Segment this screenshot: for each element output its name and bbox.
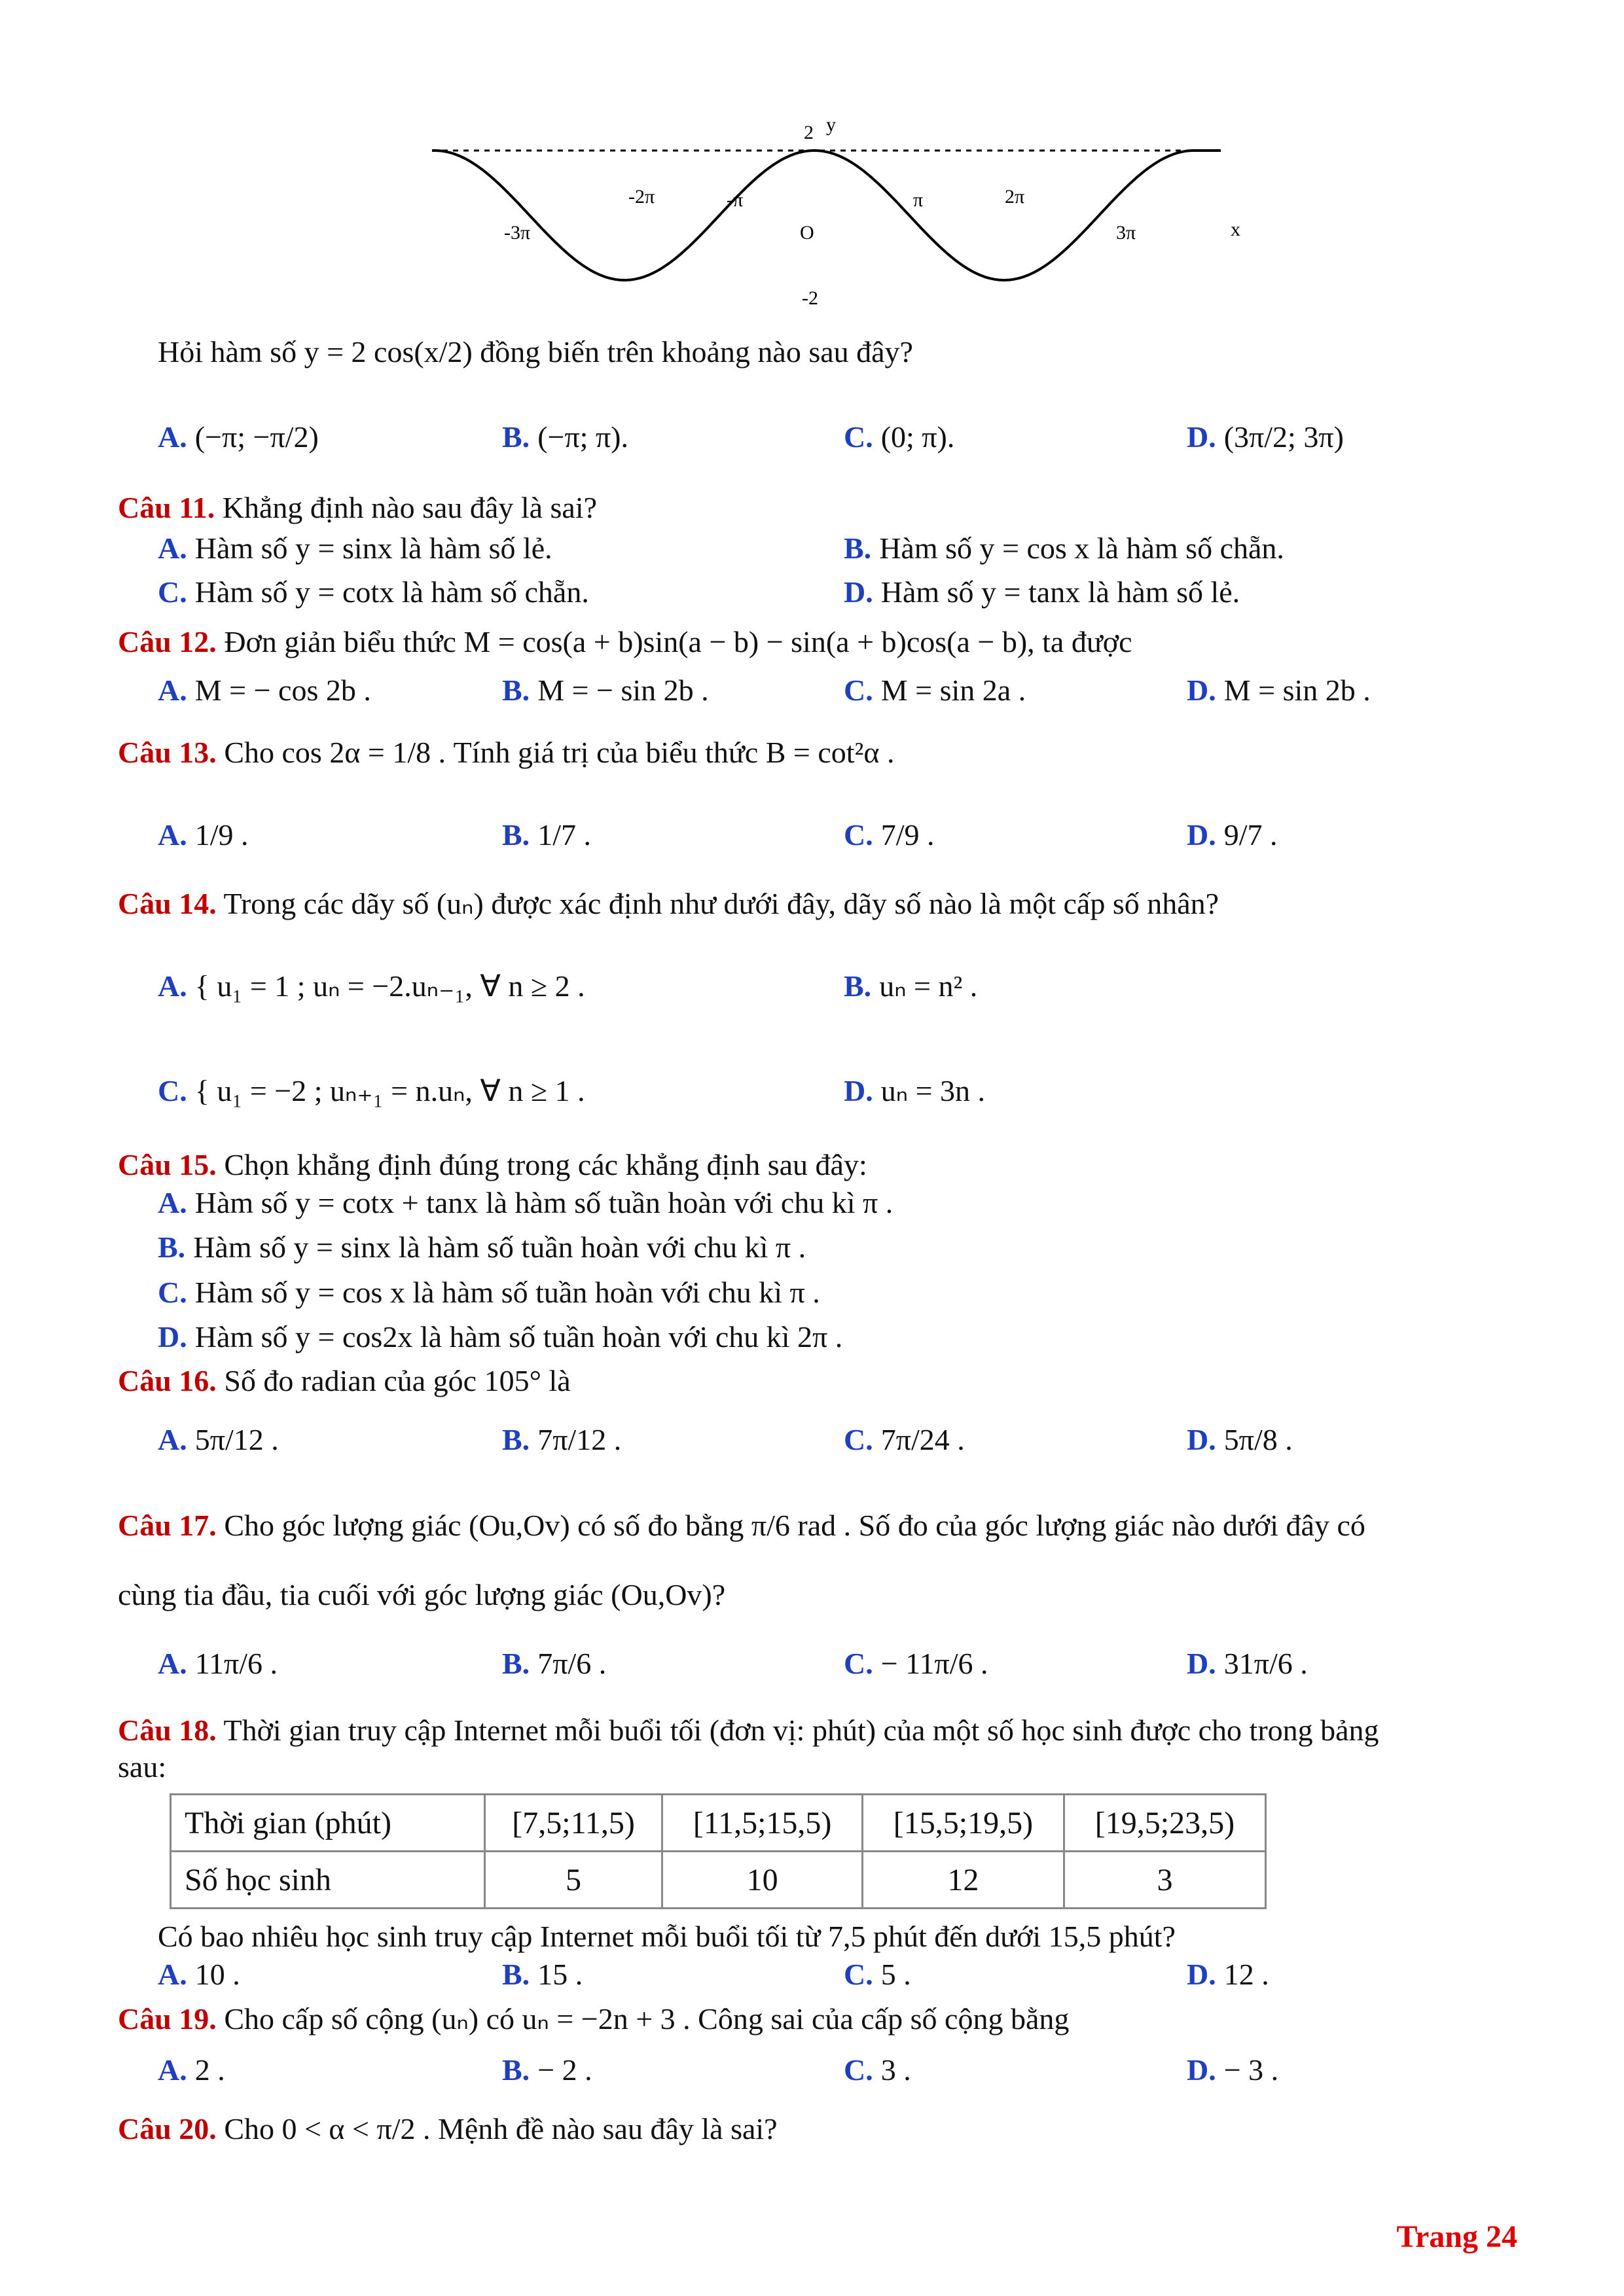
question-stem: Chọn khẳng định đúng trong các khẳng định sau đây: bbox=[224, 1148, 867, 1181]
option-letter: D. bbox=[158, 1320, 187, 1354]
answer-option bbox=[158, 1073, 585, 1109]
question-18 bbox=[118, 1712, 1379, 1748]
axis-label-bottom: -2 bbox=[802, 287, 818, 309]
option-text: Hàm số y = sinx là hàm số tuần hoàn với chu kì π . bbox=[193, 1230, 806, 1264]
option-text: Hàm số y = cos2x là hàm số tuần hoàn với chu kì 2π . bbox=[194, 1320, 843, 1354]
axis-label-m2: -2π bbox=[628, 186, 655, 207]
option-text: 7/9 . bbox=[880, 818, 935, 852]
option-text: 12 . bbox=[1223, 1958, 1269, 1991]
option-letter: B. bbox=[158, 1230, 186, 1264]
answer-option bbox=[158, 1645, 278, 1681]
table-cell: 12 bbox=[862, 1852, 1064, 1909]
answer-option bbox=[158, 530, 552, 566]
answer-option bbox=[1187, 1645, 1308, 1681]
question-label: Câu 11. bbox=[118, 491, 215, 524]
answer-option bbox=[844, 1422, 965, 1458]
question-19 bbox=[118, 2001, 1069, 2037]
table-header-row bbox=[171, 1795, 1266, 1852]
answer-option bbox=[502, 1645, 606, 1681]
question-stem: Số đo radian của góc 105° là bbox=[224, 1364, 571, 1397]
question-label: Câu 19. bbox=[118, 2002, 217, 2036]
axis-label-p3: 3π bbox=[1116, 222, 1136, 243]
option-text: 9/7 . bbox=[1223, 818, 1278, 852]
option-letter: D. bbox=[844, 575, 873, 609]
option-letter: B. bbox=[844, 969, 872, 1003]
option-text: Hàm số y = tanx là hàm số lẻ. bbox=[880, 575, 1240, 609]
option-letter: A. bbox=[158, 1423, 187, 1456]
option-letter: C. bbox=[158, 1276, 187, 1309]
option-letter: C. bbox=[158, 1074, 187, 1107]
axis-label-m1: -π bbox=[727, 189, 744, 211]
answer-option bbox=[502, 1422, 621, 1458]
cosine-curve bbox=[432, 151, 1221, 280]
option-text: 1/7 . bbox=[537, 818, 591, 852]
question-stem: Cho cấp số cộng (uₙ) có uₙ = −2n + 3 . Công sai của cấp số cộng bằng bbox=[224, 2002, 1070, 2036]
text-line bbox=[158, 334, 913, 370]
option-text: − 3 . bbox=[1223, 2053, 1279, 2087]
question-13 bbox=[118, 734, 894, 770]
option-letter: A. bbox=[158, 531, 187, 565]
table-cell: 3 bbox=[1064, 1852, 1265, 1909]
cosine-graph bbox=[0, 0, 1624, 327]
table-cell: [15,5;19,5) bbox=[862, 1795, 1064, 1852]
text-line bbox=[118, 1749, 166, 1785]
option-text: uₙ = 3n . bbox=[880, 1074, 986, 1107]
option-letter: B. bbox=[844, 531, 872, 565]
question-label: Câu 12. bbox=[118, 625, 217, 658]
question-stem-cont: cùng tia đầu, tia cuối với góc lượng giác (Ou,Ov)? bbox=[118, 1578, 726, 1611]
question-label: Câu 18. bbox=[118, 1713, 217, 1747]
question-stem-cont: sau: bbox=[118, 1750, 167, 1784]
answer-option bbox=[502, 672, 709, 708]
question-label: Câu 13. bbox=[118, 736, 217, 769]
option-letter: A. bbox=[158, 1186, 187, 1219]
table-cell: 10 bbox=[662, 1852, 863, 1909]
answer-option bbox=[844, 419, 954, 455]
option-text: 15 . bbox=[537, 1958, 583, 1991]
answer-option bbox=[158, 2052, 225, 2088]
table-cell: [19,5;23,5) bbox=[1064, 1795, 1265, 1852]
option-text: Hàm số y = sinx là hàm số lẻ. bbox=[194, 531, 552, 565]
option-letter: D. bbox=[1187, 1647, 1216, 1680]
option-text: uₙ = n² . bbox=[879, 969, 978, 1003]
table-cell: 5 bbox=[484, 1852, 662, 1909]
answer-option bbox=[1187, 672, 1371, 708]
question-label: Câu 17. bbox=[118, 1509, 217, 1542]
option-letter: B. bbox=[502, 1958, 530, 1991]
option-text: 5 . bbox=[880, 1958, 911, 1991]
option-text: { u₁ = 1 ; uₙ = −2.uₙ₋₁, ∀ n ≥ 2 . bbox=[194, 969, 585, 1003]
option-text: 7π/24 . bbox=[880, 1423, 965, 1456]
answer-option bbox=[158, 1956, 240, 1992]
question-stem: Cho 0 < α < π/2 . Mệnh đề nào sau đây là sai? bbox=[224, 2112, 778, 2145]
option-text: 3 . bbox=[880, 2053, 911, 2087]
answer-option bbox=[158, 419, 319, 455]
answer-option bbox=[844, 2052, 911, 2088]
question-stem: Thời gian truy cập Internet mỗi buổi tối (đơn vị: phút) của một số học sinh được cho trong bảng bbox=[223, 1713, 1379, 1747]
question-stem: Trong các dãy số (uₙ) được xác định như dưới đây, dãy số nào là một cấp số nhân? bbox=[223, 887, 1219, 920]
question-stem: Cho góc lượng giác (Ou,Ov) có số đo bằng π/6 rad . Số đo của góc lượng giác nào dưới đây có bbox=[224, 1509, 1365, 1542]
text-line bbox=[118, 1577, 725, 1613]
answer-option bbox=[158, 1319, 842, 1355]
option-letter: C. bbox=[844, 420, 873, 454]
answer-option bbox=[158, 968, 585, 1004]
question-stem: Khẳng định nào sau đây là sai? bbox=[222, 491, 598, 524]
option-text: Hàm số y = cotx + tanx là hàm số tuần hoàn với chu kì π . bbox=[194, 1186, 893, 1219]
question-label: Câu 15. bbox=[118, 1148, 217, 1181]
answer-option bbox=[158, 672, 371, 708]
answer-option bbox=[844, 817, 935, 853]
axis-label-p2: 2π bbox=[1005, 186, 1025, 207]
option-text: M = sin 2b . bbox=[1223, 673, 1371, 707]
option-text: − 11π/6 . bbox=[880, 1647, 988, 1680]
question-label: Câu 16. bbox=[118, 1364, 217, 1397]
option-text: M = sin 2a . bbox=[880, 673, 1026, 707]
option-text: M = − sin 2b . bbox=[537, 673, 709, 707]
option-letter: A. bbox=[158, 420, 187, 454]
answer-option bbox=[1187, 1956, 1269, 1992]
question-stem: Hỏi hàm số y = 2 cos(x/2) đồng biến trên khoảng nào sau đây? bbox=[158, 335, 913, 368]
option-letter: D. bbox=[1187, 420, 1216, 454]
option-text: (−π; π). bbox=[537, 420, 628, 454]
option-letter: C. bbox=[844, 818, 873, 852]
axis-label-y: y bbox=[826, 114, 836, 135]
option-text: 31π/6 . bbox=[1223, 1647, 1308, 1680]
data-table bbox=[170, 1793, 1267, 1909]
option-letter: C. bbox=[158, 575, 187, 609]
question-16 bbox=[118, 1363, 571, 1399]
option-letter: D. bbox=[844, 1074, 873, 1107]
option-letter: C. bbox=[844, 1647, 873, 1680]
option-letter: B. bbox=[502, 818, 530, 852]
option-text: 1/9 . bbox=[194, 818, 249, 852]
table-cell: [11,5;15,5) bbox=[662, 1795, 863, 1852]
option-text: 5π/8 . bbox=[1223, 1423, 1293, 1456]
answer-option bbox=[502, 419, 628, 455]
option-text: 11π/6 . bbox=[194, 1647, 278, 1680]
option-letter: C. bbox=[844, 673, 873, 707]
answer-option bbox=[158, 1422, 279, 1458]
option-letter: A. bbox=[158, 969, 187, 1003]
option-letter: D. bbox=[1187, 2053, 1216, 2087]
answer-option bbox=[844, 1645, 988, 1681]
option-text: 7π/12 . bbox=[537, 1423, 622, 1456]
question-label: Câu 20. bbox=[118, 2112, 217, 2145]
answer-option bbox=[502, 817, 591, 853]
question-12 bbox=[118, 624, 1132, 660]
option-text: (3π/2; 3π) bbox=[1223, 420, 1344, 454]
option-text: (−π; −π/2) bbox=[194, 420, 319, 454]
answer-option bbox=[158, 1185, 893, 1221]
option-text: 7π/6 . bbox=[537, 1647, 607, 1680]
option-text: 5π/12 . bbox=[194, 1423, 279, 1456]
axis-label-x: x bbox=[1231, 219, 1240, 240]
option-letter: D. bbox=[1187, 673, 1216, 707]
option-text: Hàm số y = cotx là hàm số chẵn. bbox=[194, 575, 589, 609]
table-cell: Số học sinh bbox=[171, 1852, 485, 1909]
question-stem: Đơn giản biểu thức M = cos(a + b)sin(a − b) − sin(a + b)cos(a − b), ta được bbox=[224, 625, 1132, 658]
question-17 bbox=[118, 1507, 1365, 1543]
option-text: M = − cos 2b . bbox=[194, 673, 371, 707]
option-text: 2 . bbox=[194, 2053, 225, 2087]
answer-option bbox=[844, 672, 1026, 708]
option-letter: C. bbox=[844, 1958, 873, 1991]
option-text: 10 . bbox=[194, 1958, 240, 1991]
option-letter: A. bbox=[158, 673, 187, 707]
option-letter: D. bbox=[1187, 818, 1216, 852]
axis-label-o: O bbox=[800, 222, 814, 243]
answer-option bbox=[844, 574, 1240, 610]
option-letter: C. bbox=[844, 1423, 873, 1456]
answer-option bbox=[844, 1073, 985, 1109]
option-letter: B. bbox=[502, 2053, 530, 2087]
page-number: Trang 24 bbox=[1396, 2219, 1517, 2254]
option-letter: A. bbox=[158, 1647, 187, 1680]
option-letter: A. bbox=[158, 1958, 187, 1991]
answer-option bbox=[1187, 419, 1344, 455]
question-sub: Có bao nhiêu học sinh truy cập Internet mỗi buổi tối từ 7,5 phút đến dưới 15,5 phút? bbox=[158, 1920, 1176, 1953]
answer-option bbox=[158, 1274, 820, 1310]
axis-label-2: 2 bbox=[804, 122, 814, 143]
option-letter: B. bbox=[502, 1647, 530, 1680]
answer-option bbox=[502, 2052, 592, 2088]
table-cell: [7,5;11,5) bbox=[484, 1795, 662, 1852]
option-text: − 2 . bbox=[537, 2053, 592, 2087]
answer-option bbox=[1187, 2052, 1278, 2088]
answer-option bbox=[502, 1956, 583, 1992]
option-text: (0; π). bbox=[880, 420, 955, 454]
answer-option bbox=[844, 530, 1284, 566]
answer-option bbox=[844, 968, 977, 1004]
text-line bbox=[158, 1918, 1176, 1954]
answer-option bbox=[158, 1229, 806, 1265]
option-letter: A. bbox=[158, 2053, 187, 2087]
option-text: Hàm số y = cos x là hàm số tuần hoàn với chu kì π . bbox=[194, 1276, 820, 1309]
answer-option bbox=[158, 574, 589, 610]
option-letter: A. bbox=[158, 818, 187, 852]
option-letter: B. bbox=[502, 420, 530, 454]
option-letter: B. bbox=[502, 673, 530, 707]
option-letter: D. bbox=[1187, 1958, 1216, 1991]
axis-label-p1: π bbox=[913, 189, 924, 211]
answer-option bbox=[158, 817, 249, 853]
option-text: { u₁ = −2 ; uₙ₊₁ = n.uₙ, ∀ n ≥ 1 . bbox=[194, 1074, 585, 1107]
question-15 bbox=[118, 1147, 867, 1183]
question-20 bbox=[118, 2111, 778, 2147]
option-text: Hàm số y = cos x là hàm số chẵn. bbox=[879, 531, 1284, 565]
answer-option bbox=[1187, 817, 1278, 853]
table-cell: Thời gian (phút) bbox=[171, 1795, 485, 1852]
option-letter: B. bbox=[502, 1423, 530, 1456]
question-stem: Cho cos 2α = 1/8 . Tính giá trị của biểu thức B = cot²α . bbox=[224, 736, 895, 769]
question-14 bbox=[118, 886, 1219, 922]
table-row bbox=[171, 1852, 1266, 1909]
option-letter: C. bbox=[844, 2053, 873, 2087]
option-letter: D. bbox=[1187, 1423, 1216, 1456]
answer-option bbox=[1187, 1422, 1293, 1458]
question-11 bbox=[118, 490, 597, 526]
answer-option bbox=[844, 1956, 911, 1992]
axis-label-m3: -3π bbox=[504, 222, 531, 243]
question-label: Câu 14. bbox=[118, 887, 217, 920]
